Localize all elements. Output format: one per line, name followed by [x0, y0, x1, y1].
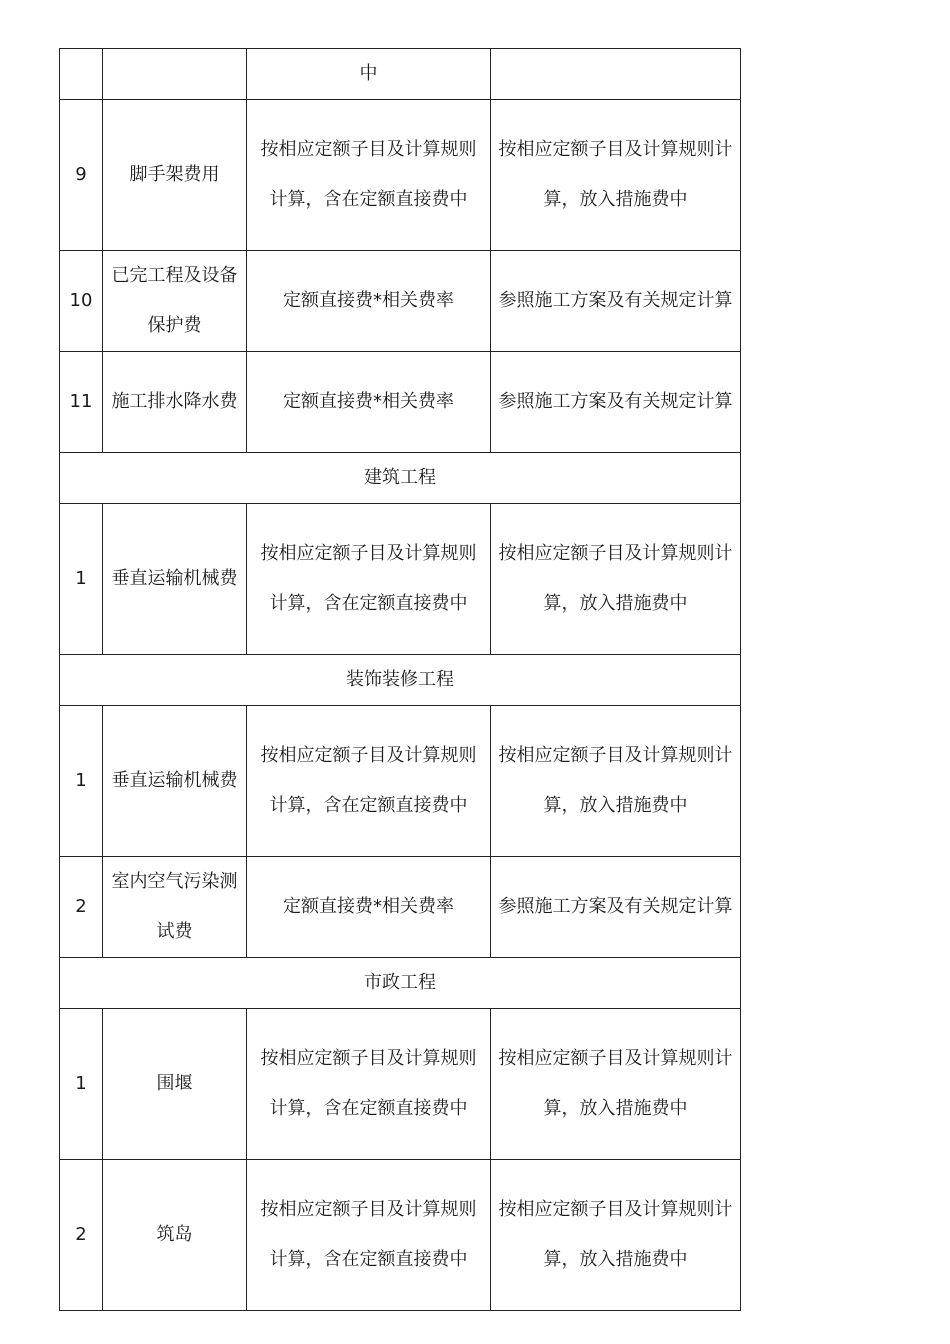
- calc-method: 按相应定额子目及计算规则计算，放入措施费中: [491, 1009, 741, 1160]
- table-row: [60, 1160, 741, 1311]
- table-row: [60, 1009, 741, 1160]
- item-name: 筑岛: [103, 1160, 247, 1311]
- calc-method: 参照施工方案及有关规定计算: [491, 352, 741, 453]
- table-row: [60, 706, 741, 857]
- item-name: 脚手架费用: [103, 100, 247, 251]
- table-row: [60, 857, 741, 958]
- row-number: 2: [60, 1160, 103, 1311]
- item-name: 垂直运输机械费: [103, 706, 247, 857]
- calc-method: [491, 49, 741, 100]
- item-name: 已完工程及设备保护费: [103, 251, 247, 352]
- quota-method: 按相应定额子目及计算规则计算，含在定额直接费中: [247, 1009, 491, 1160]
- quota-method: 定额直接费*相关费率: [247, 857, 491, 958]
- calc-method: 参照施工方案及有关规定计算: [491, 251, 741, 352]
- table-row: [60, 100, 741, 251]
- table-row: [60, 352, 741, 453]
- calc-method: 按相应定额子目及计算规则计算，放入措施费中: [491, 100, 741, 251]
- quota-method: 中: [247, 49, 491, 100]
- section-row-decoration: [60, 655, 741, 706]
- row-number: 9: [60, 100, 103, 251]
- item-name: 室内空气污染测试费: [103, 857, 247, 958]
- quota-method: 按相应定额子目及计算规则计算，含在定额直接费中: [247, 706, 491, 857]
- calc-method: 按相应定额子目及计算规则计算，放入措施费中: [491, 1160, 741, 1311]
- table-row: [60, 251, 741, 352]
- row-number: 10: [60, 251, 103, 352]
- section-row-building: [60, 453, 741, 504]
- quota-method: 定额直接费*相关费率: [247, 352, 491, 453]
- item-name: 垂直运输机械费: [103, 504, 247, 655]
- section-title: 市政工程: [60, 958, 741, 1009]
- item-name: 施工排水降水费: [103, 352, 247, 453]
- calc-method: 按相应定额子目及计算规则计算，放入措施费中: [491, 706, 741, 857]
- row-number: [60, 49, 103, 100]
- item-name: [103, 49, 247, 100]
- calc-method: 按相应定额子目及计算规则计算，放入措施费中: [491, 504, 741, 655]
- item-name: 围堰: [103, 1009, 247, 1160]
- table-row-continuation: [60, 49, 741, 100]
- quota-method: 定额直接费*相关费率: [247, 251, 491, 352]
- row-number: 1: [60, 706, 103, 857]
- row-number: 11: [60, 352, 103, 453]
- section-row-municipal: [60, 958, 741, 1009]
- calc-method: 参照施工方案及有关规定计算: [491, 857, 741, 958]
- quota-method: 按相应定额子目及计算规则计算，含在定额直接费中: [247, 1160, 491, 1311]
- table-row: [60, 504, 741, 655]
- section-title: 建筑工程: [60, 453, 741, 504]
- quota-method: 按相应定额子目及计算规则计算，含在定额直接费中: [247, 100, 491, 251]
- fee-table: [59, 48, 741, 1311]
- row-number: 1: [60, 504, 103, 655]
- section-title: 装饰装修工程: [60, 655, 741, 706]
- quota-method: 按相应定额子目及计算规则计算，含在定额直接费中: [247, 504, 491, 655]
- row-number: 1: [60, 1009, 103, 1160]
- row-number: 2: [60, 857, 103, 958]
